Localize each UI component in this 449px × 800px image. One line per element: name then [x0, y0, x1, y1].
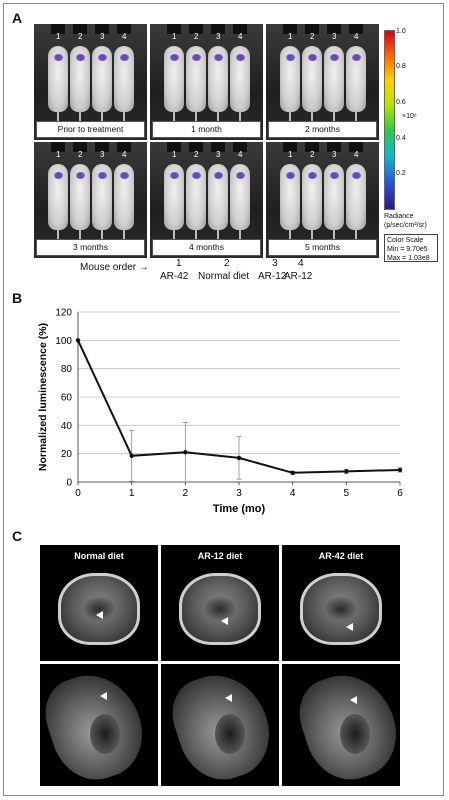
mouse-order-number: 2: [224, 258, 230, 269]
y-tick-label: 40: [60, 420, 72, 432]
mouse-number: 3: [100, 150, 105, 159]
x-tick-label: 6: [397, 488, 403, 499]
tumor-arrow-icon: [100, 692, 107, 700]
signal-spot: [236, 172, 245, 179]
mouse-number: 3: [216, 32, 221, 41]
signal-spot: [54, 172, 63, 179]
tumor-arrow-icon: [350, 696, 357, 704]
luminescence-chart: [0, 300, 449, 530]
data-point: [129, 454, 133, 458]
mri-title: AR-12 diet: [197, 551, 243, 561]
brain-detail: [203, 597, 237, 621]
mouse-number: 2: [310, 32, 315, 41]
color-scale-tick: 0.2: [396, 170, 406, 177]
data-point: [344, 469, 348, 473]
signal-spot: [214, 54, 223, 61]
panel-label-b: B: [12, 290, 23, 306]
signal-spot: [352, 172, 361, 179]
signal-spot: [170, 54, 179, 61]
mri-sagittal-panel: [282, 664, 400, 786]
x-tick-label: 2: [182, 488, 189, 499]
mouse-order-treatment: Normal diet: [198, 271, 250, 282]
mri-title: Normal diet: [74, 551, 124, 561]
signal-spot: [76, 172, 85, 179]
y-tick-label: 80: [60, 364, 72, 376]
mouse-number: 4: [238, 32, 243, 41]
data-point: [183, 450, 187, 454]
color-scale-title: Color Scale: [387, 237, 424, 244]
mouse-number: 3: [100, 32, 105, 41]
signal-spot: [192, 54, 201, 61]
x-tick-label: 0: [75, 488, 81, 499]
mouse-order-treatment: AR-42: [160, 271, 189, 282]
imaging-caption: 4 months: [152, 239, 261, 256]
brain-detail: [90, 714, 120, 754]
y-tick-label: 60: [60, 392, 72, 404]
signal-spot: [352, 54, 361, 61]
y-tick-label: 100: [55, 335, 72, 347]
y-tick-label: 0: [66, 477, 72, 489]
imaging-panel: [150, 24, 263, 140]
mouse-order-label: Mouse order →: [80, 262, 149, 273]
imaging-caption: 2 months: [268, 121, 377, 138]
signal-spot: [330, 172, 339, 179]
signal-spot: [98, 172, 107, 179]
x-axis-label: Time (mo): [212, 503, 266, 515]
tumor-arrow-icon: [346, 623, 353, 631]
tumor-arrow-icon: [221, 617, 228, 625]
color-scale-bar: [384, 30, 395, 210]
signal-spot: [54, 54, 63, 61]
mouse-order-treatment: AR-12: [258, 271, 287, 282]
mouse-number: 3: [332, 32, 337, 41]
color-scale-tick: 1.0: [396, 28, 406, 35]
color-scale-multiplier: ×10⁶: [402, 113, 417, 120]
signal-spot: [330, 54, 339, 61]
color-scale-tick: 0.4: [396, 135, 406, 142]
signal-spot: [170, 172, 179, 179]
mouse-number: 1: [56, 150, 61, 159]
mouse-number: 2: [310, 150, 315, 159]
mouse-number: 2: [78, 32, 83, 41]
color-scale-tick: 0.8: [396, 63, 406, 70]
mouse-number: 1: [172, 150, 177, 159]
brain-detail: [340, 714, 370, 754]
mouse-number: 3: [216, 150, 221, 159]
mouse-order-number: 1: [176, 258, 182, 269]
tumor-arrow-icon: [96, 611, 103, 619]
imaging-panel: [34, 142, 147, 258]
imaging-panel: [266, 142, 379, 258]
mouse-number: 4: [122, 32, 127, 41]
signal-spot: [120, 172, 129, 179]
x-tick-label: 5: [343, 488, 350, 499]
imaging-caption: 5 months: [268, 239, 377, 256]
panel-label-a: A: [12, 10, 23, 26]
data-point: [398, 468, 402, 472]
y-axis-label: Normalized luminescence (%): [37, 322, 49, 472]
brain-detail: [324, 597, 358, 621]
signal-spot: [286, 172, 295, 179]
radiance-label: Radiance: [384, 213, 414, 220]
tumor-arrow-icon: [225, 694, 232, 702]
mri-sagittal-panel: [40, 664, 158, 786]
mouse-number: 4: [122, 150, 127, 159]
mouse-number: 1: [288, 32, 293, 41]
signal-spot: [192, 172, 201, 179]
data-point: [237, 456, 241, 460]
mouse-number: 4: [354, 150, 359, 159]
imaging-panel: [266, 24, 379, 140]
y-tick-label: 20: [60, 449, 72, 461]
signal-spot: [308, 172, 317, 179]
x-tick-label: 3: [236, 488, 242, 499]
mouse-order-treatment: AR-12: [284, 271, 313, 282]
color-scale-max: Max = 1.03e8: [387, 255, 430, 262]
signal-spot: [236, 54, 245, 61]
imaging-caption: 1 month: [152, 121, 261, 138]
mouse-order-number: 3: [272, 258, 278, 269]
imaging-caption: Prior to treatment: [36, 121, 145, 138]
mri-axial-panel: [282, 545, 400, 661]
signal-spot: [98, 54, 107, 61]
color-scale-tick: 0.6: [396, 99, 406, 106]
imaging-caption: 3 months: [36, 239, 145, 256]
mouse-number: 4: [354, 32, 359, 41]
imaging-panel: [150, 142, 263, 258]
mri-axial-panel: [40, 545, 158, 661]
panel-label-c: C: [12, 528, 23, 544]
imaging-panel: [34, 24, 147, 140]
mouse-order-number: 4: [298, 258, 304, 269]
mouse-number: 2: [194, 32, 199, 41]
brain-detail: [215, 714, 245, 754]
signal-spot: [308, 54, 317, 61]
data-point: [76, 338, 80, 342]
mri-title: AR-42 diet: [318, 551, 364, 561]
data-point: [290, 471, 294, 475]
x-tick-label: 1: [128, 488, 135, 499]
y-tick-label: 120: [55, 307, 72, 319]
signal-spot: [76, 54, 85, 61]
signal-spot: [286, 54, 295, 61]
signal-spot: [214, 172, 223, 179]
mouse-number: 2: [78, 150, 83, 159]
mri-sagittal-panel: [161, 664, 279, 786]
mri-axial-panel: [161, 545, 279, 661]
mouse-number: 1: [56, 32, 61, 41]
mouse-number: 3: [332, 150, 337, 159]
mouse-number: 2: [194, 150, 199, 159]
mouse-number: 1: [288, 150, 293, 159]
signal-spot: [120, 54, 129, 61]
radiance-units: (p/sec/cm²/sr): [384, 222, 427, 229]
x-tick-label: 4: [289, 488, 296, 499]
mouse-number: 4: [238, 150, 243, 159]
mouse-number: 1: [172, 32, 177, 41]
color-scale-min: Min = 9.70e5: [387, 246, 428, 253]
color-scale-box: [384, 234, 438, 262]
